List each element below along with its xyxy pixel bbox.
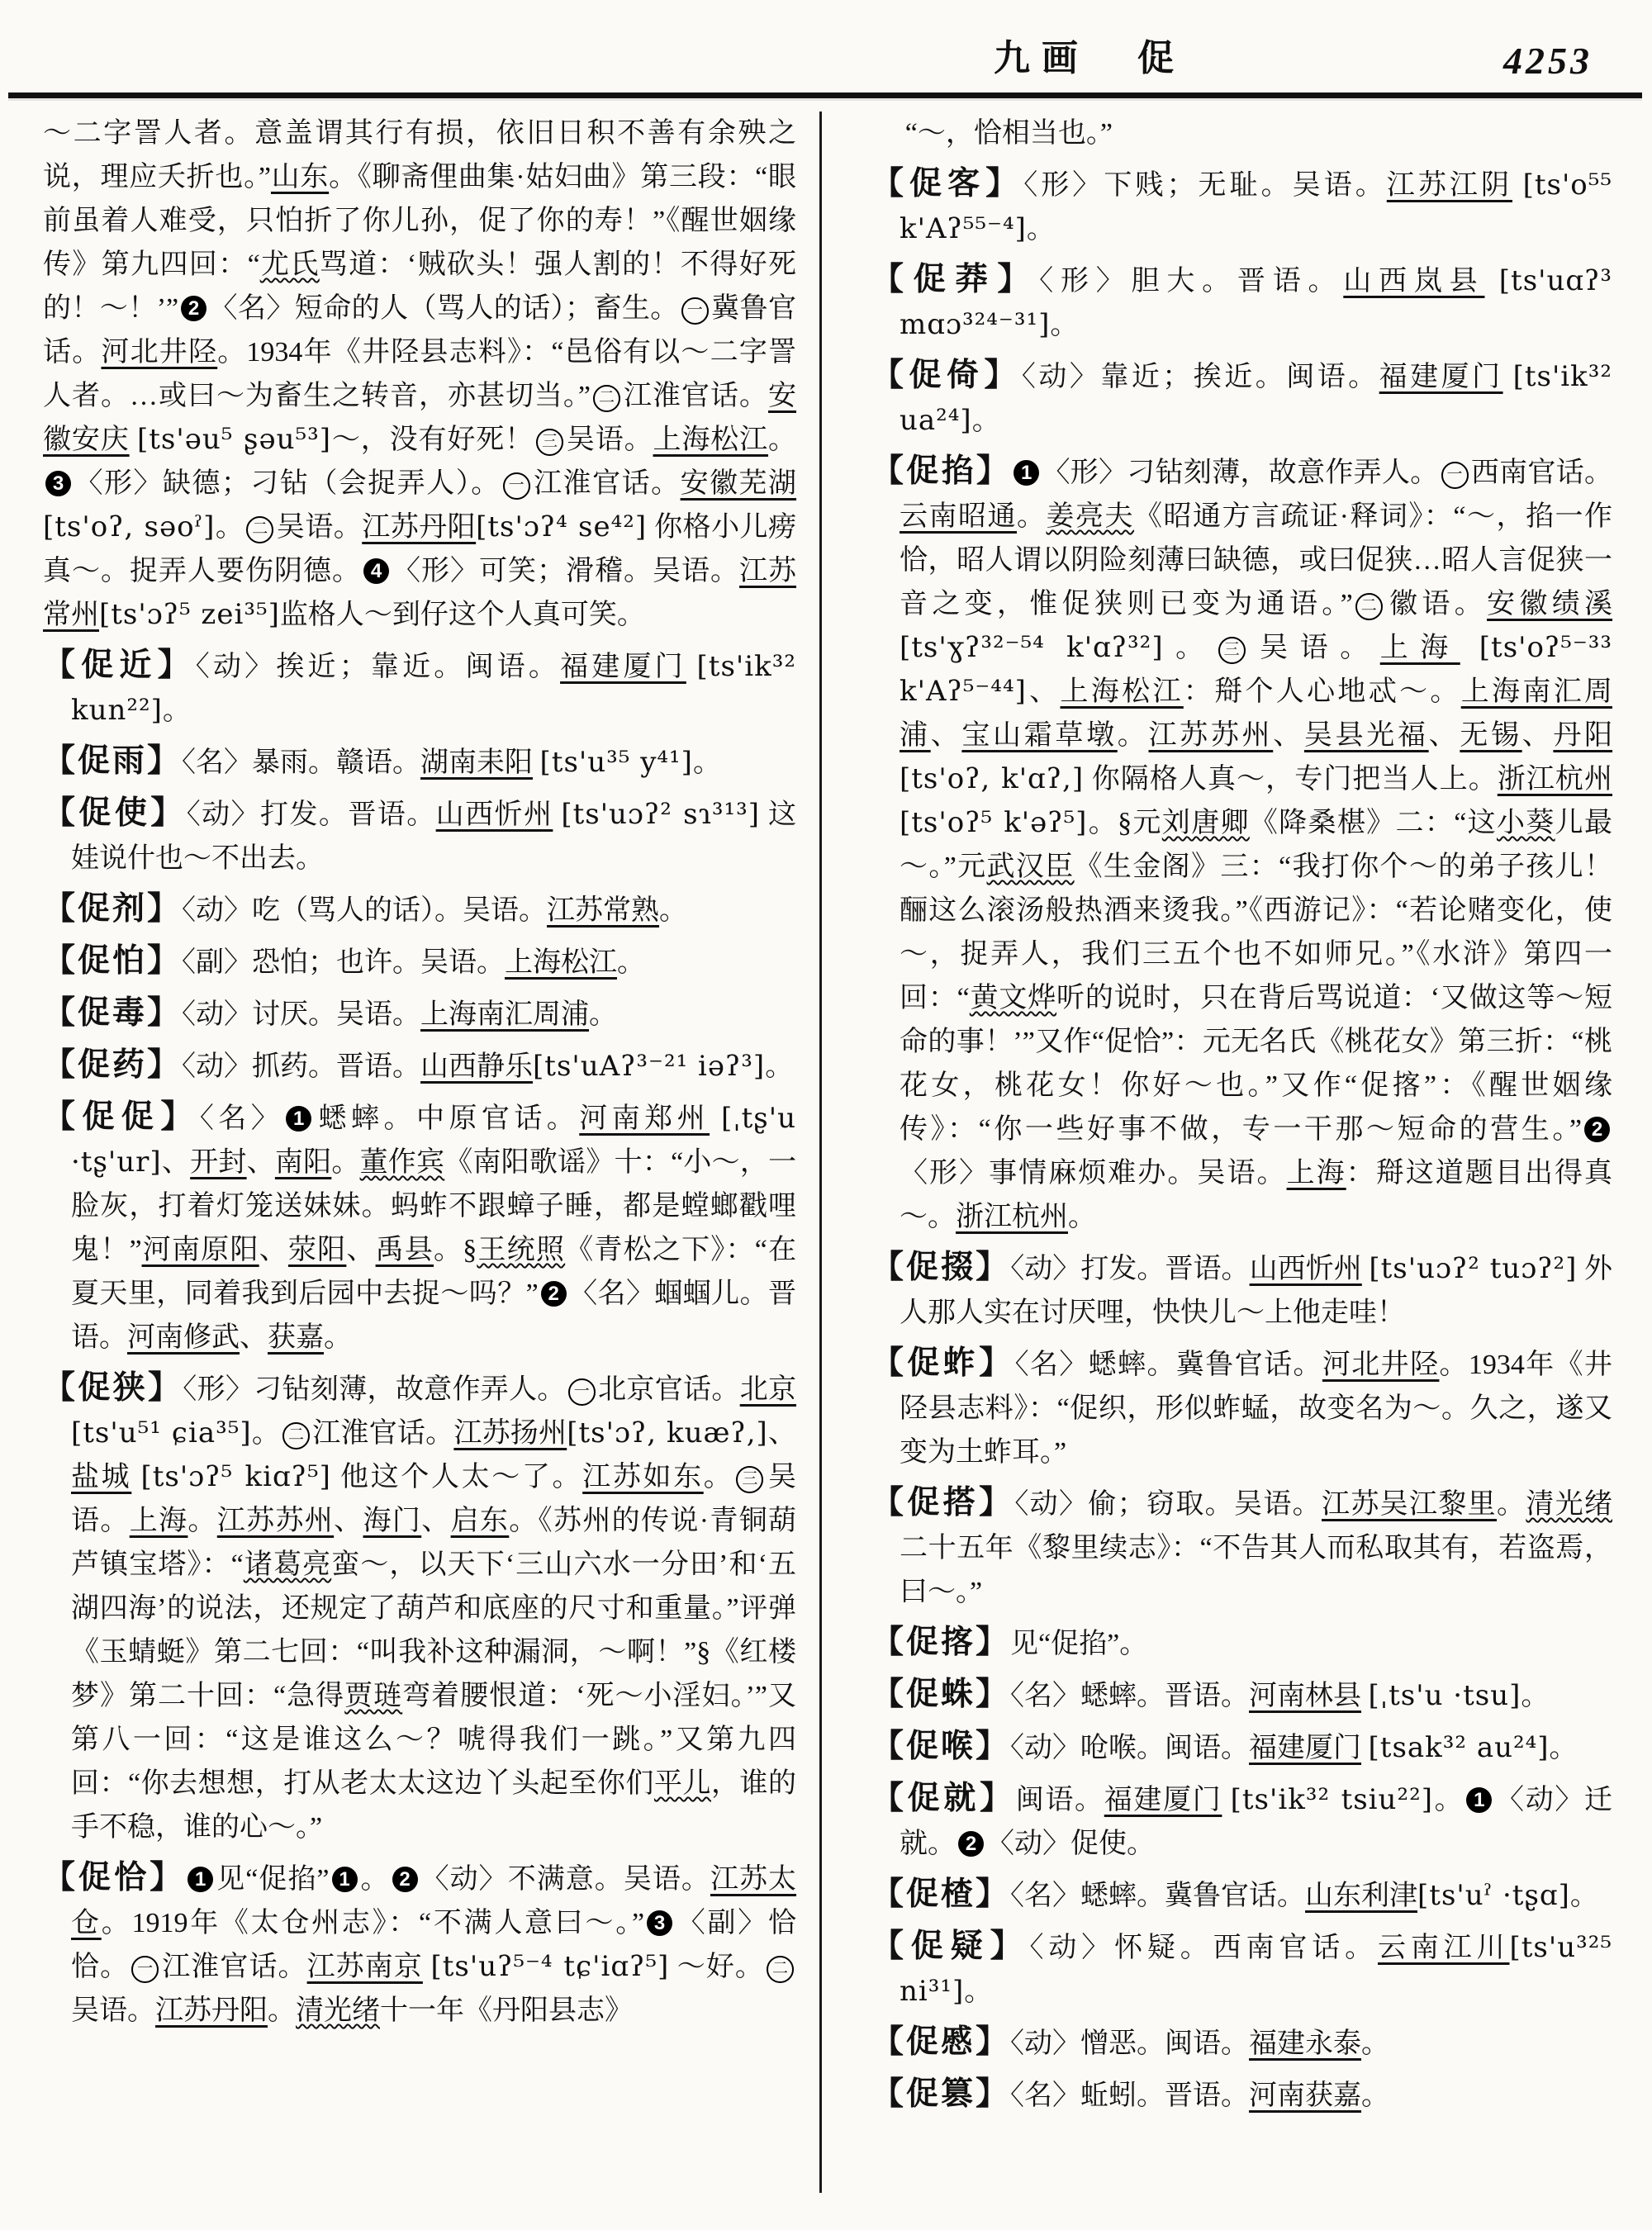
- dialect-group-number: 二: [246, 516, 273, 543]
- place-name: 浙江杭州: [956, 1202, 1068, 1232]
- sense-number: 2: [392, 1867, 418, 1892]
- dict-entry: 【促怕】〈副〉恐怕；也许。吴语。上海松江。: [43, 943, 646, 979]
- phonetic-transcription: [ts'uɔʔ² sɿ³¹³]: [561, 798, 761, 831]
- dialect-group-number: 三: [736, 1466, 763, 1493]
- proper-name: 小葵: [1496, 808, 1555, 838]
- proper-name: 刘唐卿: [1161, 808, 1250, 838]
- sense-number: 2: [541, 1281, 567, 1307]
- phonetic-transcription: [ts'uɔʔ² tuɔʔ²]: [1369, 1252, 1578, 1285]
- place-name: 上海南汇周浦: [420, 999, 590, 1030]
- sense-number: 1: [286, 1106, 311, 1132]
- place-name: 禹县: [375, 1235, 434, 1265]
- place-name: 江苏丹阳: [362, 512, 477, 543]
- proper-name: 贾琏: [344, 1681, 403, 1711]
- proper-name: 黄文烨: [969, 983, 1057, 1013]
- dialect-group-number: 二: [1355, 593, 1383, 620]
- dict-entry: 【促蚱】〈名〉蟋蟀。冀鲁官话。河北井陉。1934年《井陉县志料》：“促织，形似蚱蜢，故变名为～。久之，遂又变为土蚱耳。”: [871, 1345, 1612, 1468]
- place-name: 福建永泰: [1249, 2028, 1362, 2059]
- page-header: [0, 0, 1652, 93]
- entry-headword: 【促使】: [43, 795, 187, 831]
- phonetic-transcription: [ts'uˀ ·tʂɑ]: [1417, 1879, 1570, 1912]
- continuation-paragraph: ～二字詈人者。意盖谓其行有损，依旧日积不善有余殃之说，理应夭折也。”山东。《聊斋俚曲集·姑妇曲》第三段：“眼前虽着人难受，只怕折了你儿孙，促了你的寿！”《醒世姻缘传》第九四回：“尤氏骂道：‘贼砍头！强人割的！不得好死的！～！’” 2 〈名〉短命的人（骂人的话）；畜生。 一 冀鲁官话。河北井陉。1934年《井陉县志料》：“邑俗有以～二字詈人者。…或曰～为畜生之转音，亦甚切当。” 二 江淮官话。安徽安庆 [ts'əu⁵ ʂəu⁵³]～，没有好死！ 三 吴语。上海松江。3 〈形〉缺德；刁钻（会捉弄人）。 一 江淮官话。安徽芜湖 [ts'oʔ, səoˀ]。 二 吴语。江苏丹阳[ts'ɔʔ⁴ se⁴²] 你格小儿痨真～。捉弄人要伤阴德。 4 〈形〉可笑；滑稽。吴语。江苏常州[ts'ɔʔ⁵ zei³⁵]监格人～到仔这个人真可笑。: [43, 118, 797, 631]
- dict-entry: 【促就】闽语。福建厦门 [ts'ik³² tsiu²²]。 1 〈动〉迁就。 2 〈动〉促使。: [871, 1781, 1613, 1859]
- dict-entry: 【促篡】〈名〉蚯蚓。晋语。河南获嘉。: [871, 2076, 1390, 2112]
- page-number: 4253: [1503, 40, 1593, 82]
- place-name: 宝山霜草墩: [961, 720, 1118, 751]
- dict-entry: 【促掐】 1 〈形〉刁钻刻薄，故意作弄人。 一 西南官话。云南昭通。姜亮夫《昭通方言疏证·释词》：“～，掐一作恰，昭人谓以阴险刻薄曰缺德，或曰促狭…昭人言促狭一音之变，惟促狭则已变为通语。” 二 徽语。安徽绩溪 [ts'ɣʔ³²⁻⁵⁴ k'ɑʔ³²]。 三 吴语。上海 [ts'oʔ⁵⁻³³ k'Aʔ⁵⁻⁴⁴]、上海松江：搿个人心地忒～。上海南汇周浦、宝山霜草墩。江苏苏州、吴县光福、无锡、丹阳 [ts'oʔ, k'ɑʔ,] 你隔格人真～，专门把当人上。浙江杭州[ts'oʔ⁵ k'əʔ⁵]。§元刘唐卿《降桑椹》二：“这小葵儿最～。”元武汉臣《生金阁》三：“我打你个～的弟子孩儿！酾这么滚汤般热酒来烫我。”《西游记》：“若论赌变化，使～，捉弄人，我们三五个也不如师兄。”《水浒》第四一回：“黄文烨听的说时，只在背后骂说道：‘又做这等～短命的事！’”又作“促恰”：元无名氏《桃花女》第三折：“桃花女，桃花女！你好～也。”又作“促揢”：《醒世姻缘传》：“你一些好事不做，专一干那～短命的营生。” 2〈形〉事情麻烦难办。吴语。上海：搿这道题目出得真～。浙江杭州。: [871, 453, 1613, 1232]
- dict-entry: 【促莽】〈形〉胆大。晋语。山西岚县 [ts'uɑʔ³ mɑɔ³²⁴⁻³¹]。: [871, 262, 1613, 341]
- place-name: 河南郑州: [579, 1103, 710, 1134]
- proper-name: 尤氏: [259, 249, 320, 280]
- dialect-group-number: 一: [503, 472, 530, 500]
- place-name: 安徽绩溪: [1487, 589, 1613, 619]
- place-name: 江苏扬州: [453, 1418, 567, 1449]
- header-rule: [8, 93, 1642, 98]
- proper-name: 清光绪: [296, 1995, 380, 2026]
- place-name: 河南林县: [1249, 1681, 1362, 1711]
- entry-headword: 【促雨】: [43, 743, 183, 779]
- dialect-group-number: 二: [593, 385, 620, 412]
- place-name: 江苏吴江黎里: [1322, 1489, 1498, 1520]
- dialect-group-number: 一: [681, 297, 709, 325]
- entry-headword: 【促揢】: [871, 1625, 1011, 1660]
- entry-headword: 【促促】: [43, 1099, 200, 1135]
- proper-name: 董作宾: [359, 1147, 445, 1178]
- dict-entry: 【促疑】〈动〉怀疑。西南官话。云南江川[ts'u³²⁵ ni³¹]。: [871, 1929, 1612, 2008]
- dict-entry: 【促恰】 1 见“促掐” 1 。 2 〈动〉不满意。吴语。江苏太仓。1919年《太仓州志》：“不满人意曰～。” 3 〈副〉恰恰。 一 江淮官话。江苏南京 [ts'uʔ⁵⁻⁴ tɕ'iɑʔ⁵] ～好。 二吴语。江苏丹阳。清光绪十一年《丹阳县志》: [43, 1860, 797, 2026]
- place-name: 南阳: [274, 1147, 332, 1178]
- sense-number: 3: [647, 1910, 672, 1936]
- place-name: 上海: [129, 1506, 188, 1536]
- place-name: 荥阳: [287, 1235, 347, 1265]
- dialect-group-number: 一: [568, 1378, 596, 1406]
- entry-headword: 【促客】: [871, 166, 1024, 202]
- dict-entry: 【促客】〈形〉下贱；无耻。吴语。江苏江阴 [ts'o⁵⁵ k'Aʔ⁵⁵⁻⁴]。: [871, 166, 1613, 245]
- place-name: 海门: [363, 1506, 422, 1536]
- dialect-group-number: 一: [131, 1956, 159, 1983]
- place-name: 盐城: [71, 1462, 132, 1492]
- phonetic-transcription: [ts'ɔʔ⁴ se⁴²]: [476, 510, 648, 543]
- phonetic-transcription: [ts'əu⁵ ʂəu⁵³]: [137, 423, 332, 456]
- place-name: 上海: [1286, 1158, 1346, 1189]
- place-name: 获嘉: [268, 1322, 324, 1353]
- phonetic-transcription: [ts'ɔʔ⁵ zei³⁵]: [99, 598, 280, 631]
- continuation-paragraph: “～，恰相当也。”: [904, 118, 1113, 149]
- phonetic-transcription: [ts'ɣʔ³²⁻⁵⁴ k'ɑʔ³²]: [900, 631, 1164, 664]
- phonetic-transcription: [ts'uʔ⁵⁻⁴ tɕ'iɑʔ⁵]: [430, 1950, 670, 1983]
- phonetic-transcription: [ˌts'u ·tsu]: [1368, 1679, 1521, 1712]
- phonetic-transcription: [ts'u³²⁵ ni³¹]: [900, 1931, 1612, 2008]
- place-name: 山东: [270, 162, 330, 192]
- phonetic-transcription: [ts'ik³² kun²²]: [71, 650, 796, 727]
- entry-headword: 【促药】: [43, 1047, 183, 1083]
- place-name: 安徽安庆: [43, 381, 797, 455]
- phonetic-transcription: [ts'oʔ⁵⁻³³ k'Aʔ⁵⁻⁴⁴]: [900, 631, 1613, 708]
- dict-entry: 【促揢】见“促掐”。: [871, 1625, 1148, 1660]
- phonetic-transcription: [ts'ɔʔ, kuæʔ,]: [567, 1416, 768, 1450]
- place-name: 江苏苏州: [1148, 720, 1274, 751]
- dict-entry: 【促倚】〈动〉靠近；挨近。闽语。福建厦门 [ts'ik³² ua²⁴]。: [871, 358, 1613, 437]
- place-name: 福建厦门: [1379, 362, 1503, 392]
- sense-number: 1: [188, 1867, 213, 1892]
- dialect-group-number: 二: [767, 1956, 794, 1983]
- phonetic-transcription: [ts'ik³² tsiu²²]: [1230, 1783, 1433, 1816]
- entry-headword: 【促就】: [871, 1781, 1016, 1816]
- place-name: 江苏太仓: [71, 1864, 797, 1938]
- phonetic-transcription: [ts'uAʔ³⁻²¹ iəʔ³]: [533, 1050, 766, 1083]
- entry-headword: 【促篡】: [871, 2076, 1011, 2112]
- place-name: 湖南耒阳: [420, 747, 534, 778]
- dict-entry: 【促搭】〈动〉偷；窃取。吴语。江苏吴江黎里。清光绪二十五年《黎里续志》：“不告其人而私取其有，若盗焉，曰～。”: [871, 1485, 1613, 1607]
- place-name: 丹阳: [1553, 720, 1613, 751]
- place-name: 江苏丹阳: [155, 1995, 268, 2026]
- place-name: 山西岚县: [1343, 266, 1485, 297]
- dialect-group-number: 三: [536, 429, 563, 456]
- dict-entry: 【促剂】〈动〉吃（骂人的话）。吴语。江苏常熟。: [43, 891, 688, 927]
- sense-number: 3: [45, 471, 71, 496]
- place-name: 山西静乐: [420, 1051, 534, 1082]
- phonetic-transcription: [ts'u³⁵ y⁴¹]: [539, 746, 693, 779]
- place-name: 江苏南京: [306, 1952, 423, 1982]
- place-name: 上海南汇周浦: [900, 676, 1613, 751]
- phonetic-transcription: [ts'uɑʔ³ mɑɔ³²⁴⁻³¹]: [900, 264, 1613, 341]
- place-name: 山东利津: [1305, 1881, 1418, 1911]
- dict-entry: 【促近】〈动〉挨近；靠近。闽语。福建厦门 [ts'ik³² kun²²]。: [43, 648, 796, 727]
- place-name: 福建厦门: [560, 652, 686, 682]
- proper-name: 清光绪: [1526, 1489, 1613, 1520]
- place-name: 启东: [450, 1506, 510, 1536]
- place-name: 浙江杭州: [1497, 764, 1613, 795]
- left-column: [43, 112, 819, 2193]
- entry-headword: 【促掇】: [871, 1250, 1011, 1285]
- place-name: 上海: [1379, 633, 1460, 663]
- dictionary-body: [0, 98, 1652, 2193]
- place-name: 上海松江: [653, 425, 769, 455]
- place-name: 河南修武: [127, 1322, 240, 1353]
- dict-entry: 【促毒】〈动〉讨厌。吴语。上海南汇周浦。: [43, 995, 618, 1031]
- place-name: 开封: [190, 1147, 247, 1178]
- place-name: 江苏如东: [582, 1462, 704, 1492]
- place-name: 无锡: [1460, 720, 1522, 751]
- phonetic-transcription: [ts'oʔ⁵ k'əʔ⁵]: [900, 806, 1088, 839]
- dict-entry: 【促促】〈名〉 1 蟋蟀。中原官话。河南郑州 [ˌtʂ'u ·tʂ'ur]、开封、南阳。董作宾《南阳歌谣》十：“小～，一脸灰，打着灯笼送妹妹。蚂蚱不跟蟑子睡，都是螳螂戳哩鬼！”河南原阳、荥阳、禹县。§王统照《青松之下》：“在夏天里，同着我到后园中去捉～吗？” 2 〈名〉蝈蝈儿。晋语。河南修武、获嘉。: [43, 1099, 797, 1353]
- place-name: 云南江川: [1378, 1933, 1510, 1963]
- dict-entry: 【促雨】〈名〉暴雨。赣语。湖南耒阳 [ts'u³⁵ y⁴¹]。: [43, 743, 721, 779]
- place-name: 云南昭通: [900, 501, 1018, 532]
- place-name: 山西忻州: [1249, 1254, 1362, 1284]
- place-name: 江苏苏州: [216, 1506, 335, 1536]
- entry-headword: 【促莽】: [871, 262, 1040, 297]
- entry-headword: 【促掐】: [871, 453, 1012, 489]
- place-name: 福建厦门: [1104, 1785, 1222, 1815]
- place-name: 河南原阳: [141, 1235, 259, 1265]
- dict-entry: 【促慼】〈动〉憎恶。闽语。福建永泰。: [871, 2024, 1390, 2060]
- proper-name: 武汉臣: [986, 852, 1075, 882]
- dict-entry: 【促掇】〈动〉打发。晋语。山西忻州 [ts'uɔʔ² tuɔʔ²] 外人那人实在讨厌哩，快快儿～上他走哇！: [871, 1250, 1612, 1328]
- sense-number: 1: [1466, 1787, 1492, 1813]
- place-name: 江苏江阴: [1386, 170, 1512, 201]
- proper-name: 平儿: [653, 1768, 711, 1799]
- entry-headword: 【促剂】: [43, 891, 183, 927]
- entry-headword: 【促倚】: [871, 358, 1022, 393]
- phonetic-transcription: [ts'oʔ, səoˀ]: [43, 510, 216, 543]
- place-name: 上海松江: [1060, 676, 1184, 707]
- right-column: [819, 112, 1612, 2193]
- entry-headword: 【促疑】: [871, 1929, 1030, 1964]
- dict-entry: 【促使】〈动〉打发。晋语。山西忻州 [ts'uɔʔ² sɿ³¹³] 这娃说什也～不出去。: [43, 795, 797, 874]
- phonetic-transcription: [tsak³² au²⁴]: [1368, 1731, 1550, 1764]
- sense-number: 1: [332, 1867, 358, 1892]
- place-name: 河北井陉: [101, 337, 218, 368]
- place-name: 河北井陉: [1322, 1350, 1440, 1380]
- place-name: 上海松江: [505, 947, 618, 978]
- phonetic-transcription: [ˌtʂ'u ·tʂ'ur]: [71, 1102, 796, 1179]
- dict-entry: 【促喉】〈动〉呛喉。闽语。福建厦门 [tsak³² au²⁴]。: [871, 1729, 1578, 1764]
- dict-entry: 【促楂】〈名〉蟋蟀。冀鲁官话。山东利津[ts'uˀ ·tʂɑ]。: [871, 1877, 1598, 1912]
- phonetic-transcription: [ts'ɔʔ⁵ kiɑʔ⁵]: [140, 1460, 331, 1493]
- entry-headword: 【促慼】: [871, 2024, 1011, 2060]
- sense-number: 2: [958, 1831, 984, 1857]
- proper-name: 诸葛亮: [243, 1549, 332, 1580]
- place-name: 江苏常州: [43, 556, 796, 630]
- entry-headword: 【促蛛】: [871, 1677, 1011, 1712]
- entry-headword: 【促毒】: [43, 995, 183, 1031]
- proper-name: 姜亮夫: [1046, 501, 1135, 532]
- sense-number: 4: [363, 558, 389, 584]
- phonetic-transcription: [ts'u⁵¹ ɕia³⁵]: [71, 1416, 252, 1450]
- dialect-group-number: 一: [1441, 462, 1469, 489]
- entry-headword: 【促楂】: [871, 1877, 1011, 1912]
- dialect-group-number: 二: [282, 1422, 310, 1450]
- place-name: 山西忻州: [435, 799, 553, 830]
- place-name: 河南获嘉: [1249, 2081, 1362, 2111]
- entry-headword: 【促搭】: [871, 1485, 1015, 1521]
- dict-entry: 【促狭】〈形〉刁钻刻薄，故意作弄人。 一 北京官话。北京 [ts'u⁵¹ ɕia³⁵]。 二 江淮官话。江苏扬州[ts'ɔʔ, kuæʔ,]、盐城 [ts'ɔʔ⁵ kiɑʔ⁵] 他这个人太～了。江苏如东。 三 吴语。上海。江苏苏州、海门、启东。《苏州的传说·青铜葫芦镇宝塔》：“诸葛亮蛮～，以天下‘三山六水一分田’和‘五湖四海’的说法，还规定了葫芦和底座的尺寸和重量。”评弹《玉蜻蜓》第二七回：“叫我补这种漏洞，～啊！”§《红楼梦》第二十回：“急得贾琏弯着腰恨道：‘死～小淫妇。’”又第八一回：“这是谁这么～？唬得我们一跳。”又第九四回：“你去想想，打从老太太这边丫头起至你们平儿，谁的手不稳，谁的心～。”: [43, 1370, 797, 1843]
- entry-headword: 【促恰】: [43, 1860, 186, 1896]
- sense-number: 1: [1014, 460, 1039, 486]
- entry-headword: 【促怕】: [43, 943, 183, 979]
- dict-entry: 【促药】〈动〉抓药。晋语。山西静乐[ts'uAʔ³⁻²¹ iəʔ³]。: [43, 1047, 794, 1083]
- dict-entry: 【促蛛】〈名〉蟋蟀。晋语。河南林县 [ˌts'u ·tsu]。: [871, 1677, 1550, 1712]
- phonetic-transcription: [ts'ik³² ua²⁴]: [900, 360, 1613, 437]
- section-heading: 九画 促: [994, 38, 1185, 78]
- phonetic-transcription: [ts'o⁵⁵ k'Aʔ⁵⁵⁻⁴]: [900, 168, 1613, 245]
- phonetic-transcription: [ts'oʔ, k'ɑʔ,]: [900, 762, 1085, 795]
- place-name: 江苏常熟: [547, 895, 660, 926]
- place-name: 北京: [739, 1374, 797, 1405]
- place-name: 福建厦门: [1249, 1733, 1362, 1763]
- entry-headword: 【促狭】: [43, 1370, 183, 1406]
- sense-number: 2: [1584, 1117, 1610, 1142]
- entry-headword: 【促近】: [43, 648, 196, 683]
- sense-number: 2: [181, 296, 206, 321]
- place-name: 安徽芜湖: [680, 468, 797, 499]
- entry-headword: 【促蚱】: [871, 1345, 1015, 1381]
- place-name: 吴县光福: [1303, 720, 1429, 751]
- dialect-group-number: 三: [1218, 637, 1246, 664]
- entry-headword: 【促喉】: [871, 1729, 1011, 1764]
- proper-name: 王统照: [477, 1235, 566, 1265]
